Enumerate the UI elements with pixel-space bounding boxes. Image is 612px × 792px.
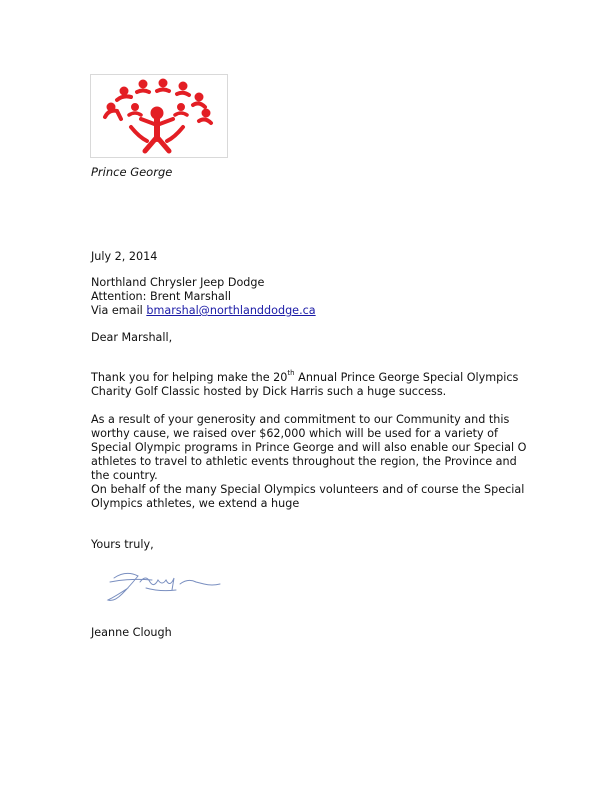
special-olympics-logo [90, 74, 228, 158]
email-link[interactable]: bmarshal@northlanddodge.ca [146, 304, 316, 317]
email-prefix: Via email [91, 304, 147, 317]
recipient-address [91, 276, 531, 318]
letter-date: July 2, 2014 [91, 250, 158, 263]
paragraph-thanks [91, 371, 531, 399]
para1-text-a: Thank you for helping make the 20 [91, 371, 288, 384]
para1-text-b: Annual Prince George Special Olympics Charity Golf Classic hosted by Dick Harris such a huge success. [91, 371, 519, 398]
handwritten-signature [100, 566, 230, 608]
recipient-email-line [91, 304, 531, 318]
signer-name: Jeanne Clough [91, 626, 172, 639]
recipient-company: Northland Chrysler Jeep Dodge [91, 276, 265, 289]
recipient-attention: Attention: Brent Marshall [91, 290, 232, 303]
closing: Yours truly, [91, 538, 154, 551]
salutation: Dear Marshall, [91, 331, 173, 344]
organization-name: Prince George [91, 165, 173, 179]
para1-superscript: th [287, 369, 295, 378]
paragraph-behalf: On behalf of the many Special Olympics volunteers and of course the Special Olympics athletes, we extend a huge [91, 483, 525, 510]
paragraph-generosity: As a result of your generosity and commitment to our Community and this worthy cause, we raised over $62,000 which will be used for a variety of Special Olympic programs in Prince George and will also enable our Special O athletes to travel to athletic events throughout the region, the Province and the country. [91, 413, 527, 482]
special-olympics-logo-icon [91, 75, 227, 157]
